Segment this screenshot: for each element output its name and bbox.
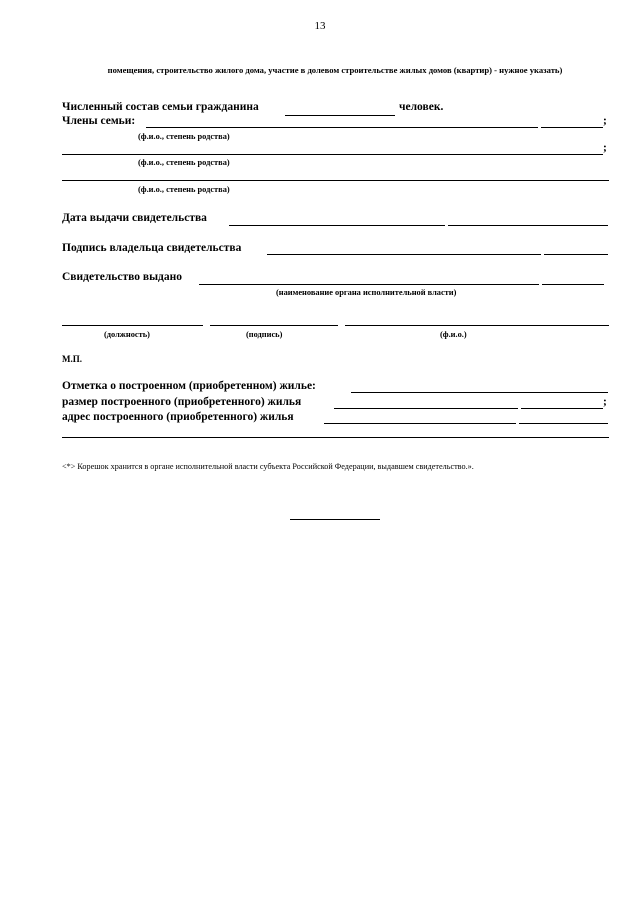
family-member-1-field[interactable] <box>146 127 538 128</box>
family-member-2-semicolon: ; <box>603 142 607 154</box>
position-caption: (должность) <box>104 330 150 339</box>
page-number: 13 <box>314 20 326 32</box>
housing-mark-field[interactable] <box>351 392 608 393</box>
owner-signature-label: Подпись владельца свидетельства <box>62 242 242 254</box>
family-count-suffix: человек. <box>399 101 444 113</box>
housing-address-field-continued[interactable] <box>62 437 609 438</box>
issued-by-caption: (наименование органа исполнительной власти) <box>276 288 457 297</box>
issue-date-label: Дата выдачи свидетельства <box>62 212 207 224</box>
issued-by-field-tail[interactable] <box>542 284 604 285</box>
family-member-3-caption: (ф.и.о., степень родства) <box>138 185 230 194</box>
family-member-2-caption: (ф.и.о., степень родства) <box>138 158 230 167</box>
closing-divider <box>290 519 380 520</box>
name-field[interactable] <box>345 325 609 326</box>
family-member-1-caption: (ф.и.о., степень родства) <box>138 132 230 141</box>
family-member-2-field[interactable] <box>62 154 603 155</box>
footnote: <*> Корешок хранится в органе исполнительной власти субъекта Российской Федерации, выдавшем свидетельство.». <box>62 462 474 471</box>
housing-size-field[interactable] <box>334 408 518 409</box>
issued-by-field[interactable] <box>199 284 539 285</box>
housing-size-semicolon: ; <box>603 396 607 408</box>
family-count-field[interactable] <box>285 115 395 116</box>
name-caption: (ф.и.о.) <box>440 330 467 339</box>
issued-by-label: Свидетельство выдано <box>62 271 182 283</box>
owner-signature-field[interactable] <box>267 254 541 255</box>
owner-signature-field-tail[interactable] <box>544 254 608 255</box>
position-field[interactable] <box>62 325 203 326</box>
family-member-1-semicolon: ; <box>603 115 607 127</box>
intro-text: помещения, строительство жилого дома, участие в долевом строительстве жилых домов (квартир) - нужное указать) <box>107 65 563 75</box>
signature-field[interactable] <box>210 325 338 326</box>
housing-size-label: размер построенного (приобретенного) жилья <box>62 396 302 408</box>
housing-mark-label: Отметка о построенном (приобретенном) жилье: <box>62 380 316 392</box>
issue-date-field[interactable] <box>229 225 445 226</box>
housing-address-field-tail[interactable] <box>519 423 608 424</box>
family-member-3-field[interactable] <box>62 180 609 181</box>
issue-date-field-tail[interactable] <box>448 225 608 226</box>
housing-size-field-tail[interactable] <box>521 408 603 409</box>
stamp-label: М.П. <box>62 354 82 364</box>
housing-address-label: адрес построенного (приобретенного) жилья <box>62 411 294 423</box>
housing-address-field[interactable] <box>324 423 516 424</box>
family-member-1-field-tail[interactable] <box>541 127 603 128</box>
signature-caption: (подпись) <box>246 330 283 339</box>
family-count-label: Численный состав семьи гражданина <box>62 101 259 113</box>
family-members-label: Члены семьи: <box>62 115 136 127</box>
